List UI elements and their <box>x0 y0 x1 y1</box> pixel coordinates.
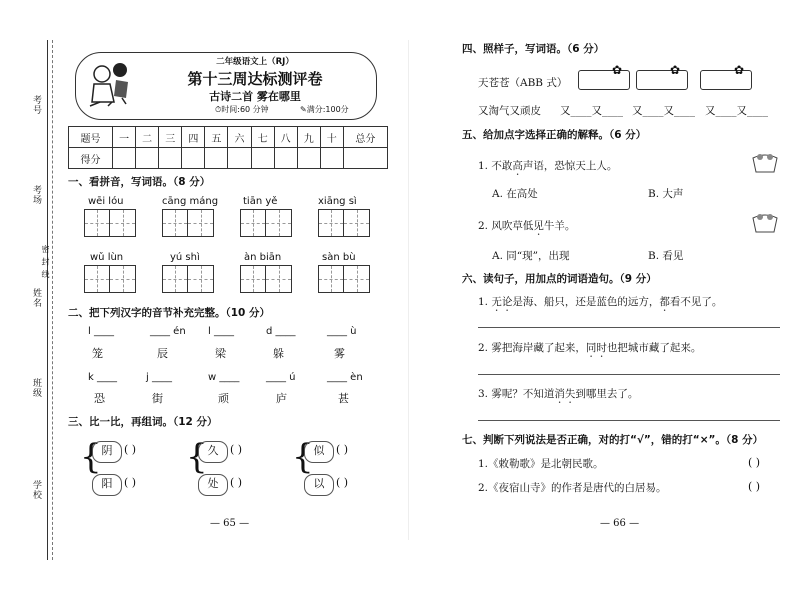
pinyin-label: xiāng sì <box>318 196 357 207</box>
score-cell[interactable] <box>182 148 205 169</box>
writing-grid[interactable] <box>318 265 370 293</box>
pinyin-label: àn biān <box>244 252 282 263</box>
brace: { <box>292 437 314 477</box>
syllable-blank[interactable]: j ____ <box>146 372 172 383</box>
question-6-3 <box>478 386 638 406</box>
grade-label: 二年级语文上（RJ） <box>216 57 294 67</box>
score-info <box>300 104 349 115</box>
score-header-cell: 总分 <box>343 127 387 148</box>
dotted-char: 高 <box>512 160 523 172</box>
score-cell[interactable] <box>113 148 136 169</box>
syllable-blank[interactable]: w ____ <box>208 372 240 383</box>
example-word: 天苍苍（ABB 式） <box>478 77 568 89</box>
answer-tag-box[interactable] <box>636 70 688 90</box>
brace: { <box>186 437 208 477</box>
judge-paren[interactable]: ( ) <box>748 480 761 493</box>
pinyin-label: sàn bù <box>322 252 356 263</box>
hanzi: 梁 <box>215 347 226 360</box>
class-label: 班级 <box>31 378 41 398</box>
basket-icon <box>750 210 780 234</box>
example-phrase: 又淘气又顽皮 <box>478 105 541 117</box>
flower-char: 阳 <box>92 474 122 496</box>
section-5-title: 五、给加点字选择正确的解释。（6 分） <box>462 129 647 141</box>
score-cell[interactable] <box>274 148 297 169</box>
dotted-char: 见 <box>533 220 544 232</box>
hanzi: 辰 <box>157 347 168 360</box>
writing-grid[interactable] <box>162 265 214 293</box>
time-label: 时间:60 分钟 <box>221 105 269 114</box>
name-label: 姓名 <box>31 288 41 308</box>
score-cell[interactable] <box>251 148 274 169</box>
writing-grid[interactable] <box>162 209 214 237</box>
page-number-left: — 65 — <box>210 518 250 529</box>
question-7-1: 1.《敕勒歌》是北朝民歌。 <box>478 458 604 470</box>
flower-char: 阴 <box>92 441 122 463</box>
question-5-1 <box>478 158 617 178</box>
score-header-cell: 四 <box>182 127 205 148</box>
answer-paren[interactable]: ( ) <box>336 443 349 456</box>
question-6-1 <box>478 294 722 314</box>
score-header-cell: 二 <box>136 127 159 148</box>
page-number-right: — 66 — <box>600 518 640 529</box>
page-divider <box>408 40 409 540</box>
q-text: 1. <box>478 296 492 308</box>
q-text: 到哪里去了。 <box>575 388 639 400</box>
writing-grid[interactable] <box>318 209 370 237</box>
score-header-cell: 三 <box>159 127 182 148</box>
score-cell[interactable] <box>159 148 182 169</box>
section-4-title: 四、照样子，写词语。（6 分） <box>462 43 605 55</box>
children-illustration <box>82 58 138 114</box>
dotted-word: 同时 <box>585 342 607 354</box>
question-7-2: 2.《夜宿山寺》的作者是唐代的白居易。 <box>478 482 667 494</box>
flower-char: 似 <box>304 441 334 463</box>
writing-grid[interactable] <box>240 209 292 237</box>
score-table-header-row <box>69 127 388 148</box>
flower-icon: ✿ <box>612 63 623 77</box>
writing-grid[interactable] <box>84 265 136 293</box>
paper-subtitle: 古诗二首 雾在哪里 <box>209 90 301 103</box>
section-1-title: 一、看拼音，写词语。（8 分） <box>68 176 211 188</box>
binding-line <box>47 40 48 560</box>
dotted-word: 都 <box>659 296 670 308</box>
pinyin-label: yú shì <box>170 252 200 263</box>
option-b[interactable]: B. 大声 <box>648 188 684 200</box>
q-text: 3. 雾呢？不知道 <box>478 388 555 400</box>
answer-paren[interactable]: ( ) <box>336 476 349 489</box>
score-table-score-row <box>69 148 388 169</box>
score-cell[interactable] <box>136 148 159 169</box>
score-header-cell: 七 <box>251 127 274 148</box>
score-cell[interactable] <box>320 148 343 169</box>
answer-line[interactable] <box>478 374 780 375</box>
hanzi: 躲 <box>273 347 284 360</box>
answer-tag-box[interactable] <box>578 70 630 90</box>
pinyin-label: cāng máng <box>162 196 219 207</box>
score-cell[interactable] <box>297 148 320 169</box>
syllable-blank[interactable]: l ____ <box>208 326 234 337</box>
blank-pattern[interactable]: 又____又____ <box>705 105 768 117</box>
option-b[interactable]: B. 看见 <box>648 250 684 262</box>
pinyin-label: tiān yě <box>243 196 278 207</box>
answer-line[interactable] <box>478 420 780 421</box>
syllable-blank[interactable]: l ____ <box>88 326 114 337</box>
hanzi: 笼 <box>92 347 103 360</box>
answer-paren[interactable]: ( ) <box>124 476 137 489</box>
flower-char: 久 <box>198 441 228 463</box>
q-text: 也把城市藏了起来。 <box>606 342 702 354</box>
score-header-cell: 六 <box>228 127 251 148</box>
syllable-blank[interactable]: d ____ <box>266 326 296 337</box>
judge-paren[interactable]: ( ) <box>748 456 761 469</box>
q-text: 牛羊。 <box>543 220 576 232</box>
q-text: 2. 雾把海岸藏了起来， <box>478 342 586 354</box>
score-cell[interactable] <box>228 148 251 169</box>
score-header-cell: 八 <box>274 127 297 148</box>
answer-paren[interactable]: ( ) <box>124 443 137 456</box>
syllable-blank[interactable]: ____ én <box>150 326 186 337</box>
score-table <box>68 126 388 169</box>
syllable-blank[interactable]: ____ ú <box>266 372 296 383</box>
answer-paren[interactable]: ( ) <box>230 476 243 489</box>
option-a[interactable]: A. 同“现”，出现 <box>492 250 570 262</box>
writing-grid[interactable] <box>240 265 292 293</box>
seal-line-label: 密 封 线 <box>41 245 50 280</box>
answer-paren[interactable]: ( ) <box>230 443 243 456</box>
exam-number-label: 考号 <box>31 95 41 115</box>
writing-grid[interactable] <box>84 209 136 237</box>
exam-room-label: 考场 <box>31 185 41 205</box>
q-text: 1. 不敢 <box>478 160 513 172</box>
hanzi: 雾 <box>334 347 345 360</box>
section-3-title: 三、比一比，再组词。（12 分） <box>68 416 218 428</box>
clock-icon: ⏱ <box>215 105 222 114</box>
score-header-cell: 十 <box>320 127 343 148</box>
hanzi: 庐 <box>276 392 287 405</box>
q-text: 看不见了。 <box>669 296 723 308</box>
option-a[interactable]: A. 在高处 <box>492 188 538 200</box>
score-row-label: 得分 <box>69 148 113 169</box>
section-2-title: 二、把下列汉字的音节补充完整。（10 分） <box>68 307 271 319</box>
score-cell[interactable] <box>343 148 387 169</box>
question-6-2 <box>478 340 701 360</box>
section-6-title: 六、读句子，用加点的词语造句。（9 分） <box>462 273 657 285</box>
section-7-title: 七、判断下列说法是否正确，对的打“√”，错的打“×”。（8 分） <box>462 434 764 446</box>
score-header-cell: 五 <box>205 127 228 148</box>
syllable-blank[interactable]: k ____ <box>88 372 117 383</box>
hanzi: 甚 <box>338 392 349 405</box>
question-5-2 <box>478 218 575 238</box>
flower-char: 以 <box>304 474 334 496</box>
flower-char: 处 <box>198 474 228 496</box>
dotted-word: 消失 <box>554 388 576 400</box>
q-text: 是海、船只，还是蓝色的远方， <box>512 296 660 308</box>
blank-pattern[interactable]: 又____又____ <box>632 105 695 117</box>
blank-pattern[interactable]: 又____又____ <box>560 105 623 117</box>
hanzi: 顽 <box>218 392 229 405</box>
score-header-cell: 九 <box>297 127 320 148</box>
paper-title: 第十三周达标测评卷 <box>187 70 323 88</box>
pinyin-label: wēi lóu <box>88 196 124 207</box>
hanzi: 街 <box>152 392 163 405</box>
score-cell[interactable] <box>205 148 228 169</box>
brace: { <box>80 437 102 477</box>
q-text: 2. 风吹草低 <box>478 220 534 232</box>
dotted-word: 无论 <box>491 296 513 308</box>
hanzi: 恐 <box>94 392 105 405</box>
time-info <box>215 104 269 115</box>
basket-icon <box>750 150 780 174</box>
answer-tag-box[interactable] <box>700 70 752 90</box>
answer-line[interactable] <box>478 327 780 328</box>
score-header-cell: 题号 <box>69 127 113 148</box>
q-text: 声语，恐惊天上人。 <box>522 160 618 172</box>
syllable-blank[interactable]: ____ èn <box>327 372 363 383</box>
school-label: 学校 <box>31 480 41 500</box>
pencil-icon: ✎ <box>300 105 307 114</box>
syllable-blank[interactable]: ____ ù <box>327 326 357 337</box>
score-label: 满分:100分 <box>306 105 349 114</box>
pinyin-label: wǔ lùn <box>90 252 124 263</box>
flower-icon: ✿ <box>734 63 745 77</box>
score-header-cell: 一 <box>113 127 136 148</box>
binding-dashed-line <box>52 40 54 560</box>
flower-icon: ✿ <box>670 63 681 77</box>
